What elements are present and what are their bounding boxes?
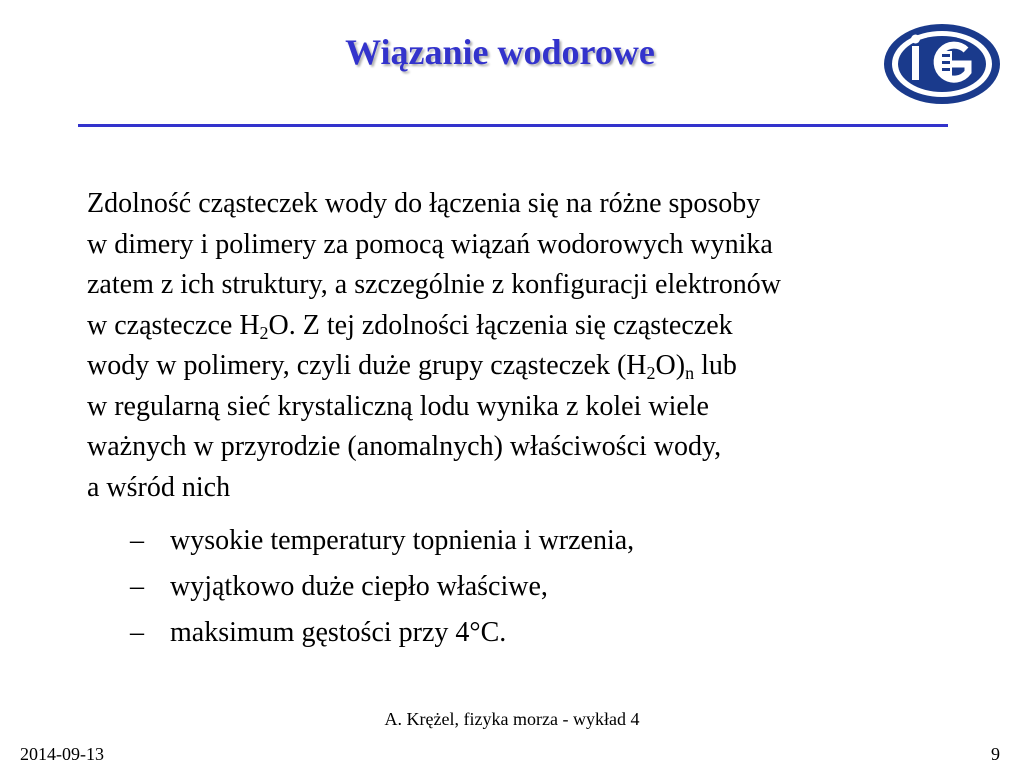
- bullet-dash: –: [130, 571, 144, 602]
- body-line: [87, 346, 967, 387]
- body-text-segment: lub: [694, 350, 737, 381]
- bullet-dash: –: [130, 525, 144, 556]
- list-item: [130, 518, 930, 564]
- list-item: [130, 610, 930, 656]
- list-item-text: maksimum gęstości przy 4°C.: [170, 617, 507, 648]
- footer-date: 2014-09-13: [20, 744, 104, 764]
- body-line: w dimery i polimery za pomocą wiązań wodorowych wynika: [87, 228, 773, 260]
- body-line: Zdolność cząsteczek wody do łączenia się na różne sposoby: [87, 188, 761, 219]
- body-line: [87, 306, 967, 347]
- body-text-segment: wody w polimery, czyli duże grupy cząsteczek (H: [87, 350, 647, 381]
- body-text-segment: O. Z tej zdolności łączenia się cząsteczek: [268, 309, 733, 341]
- body-paragraph: [87, 184, 967, 508]
- list-item: [130, 564, 930, 610]
- subscript: 2: [259, 322, 269, 343]
- body-line: ważnych w przyrodzie (anomalnych) właściwości wody,: [87, 431, 722, 462]
- slide-title: Wiązanie wodorowe: [345, 32, 655, 72]
- subscript: n: [685, 363, 695, 383]
- body-line: w regularną sieć krystaliczną lodu wynika z kolei wiele: [87, 390, 709, 422]
- body-line: zatem z ich struktury, a szczególnie z konfiguracji elektronów: [87, 269, 782, 300]
- property-list: [130, 518, 930, 656]
- university-logo-icon: [880, 20, 1004, 108]
- title-underline: [78, 124, 948, 127]
- list-item-text: wysokie temperatury topnienia i wrzenia,: [170, 525, 635, 556]
- list-item-text: wyjątkowo duże ciepło właściwe,: [170, 571, 548, 602]
- subscript: 2: [646, 363, 656, 383]
- footer-author: A. Krężel, fizyka morza - wykład 4: [384, 709, 640, 729]
- page-number: 9: [991, 744, 1000, 764]
- bullet-dash: –: [130, 617, 144, 648]
- body-text-segment: w cząsteczce H: [87, 309, 260, 341]
- body-line: a wśród nich: [87, 471, 231, 503]
- body-text-segment: O): [655, 350, 686, 381]
